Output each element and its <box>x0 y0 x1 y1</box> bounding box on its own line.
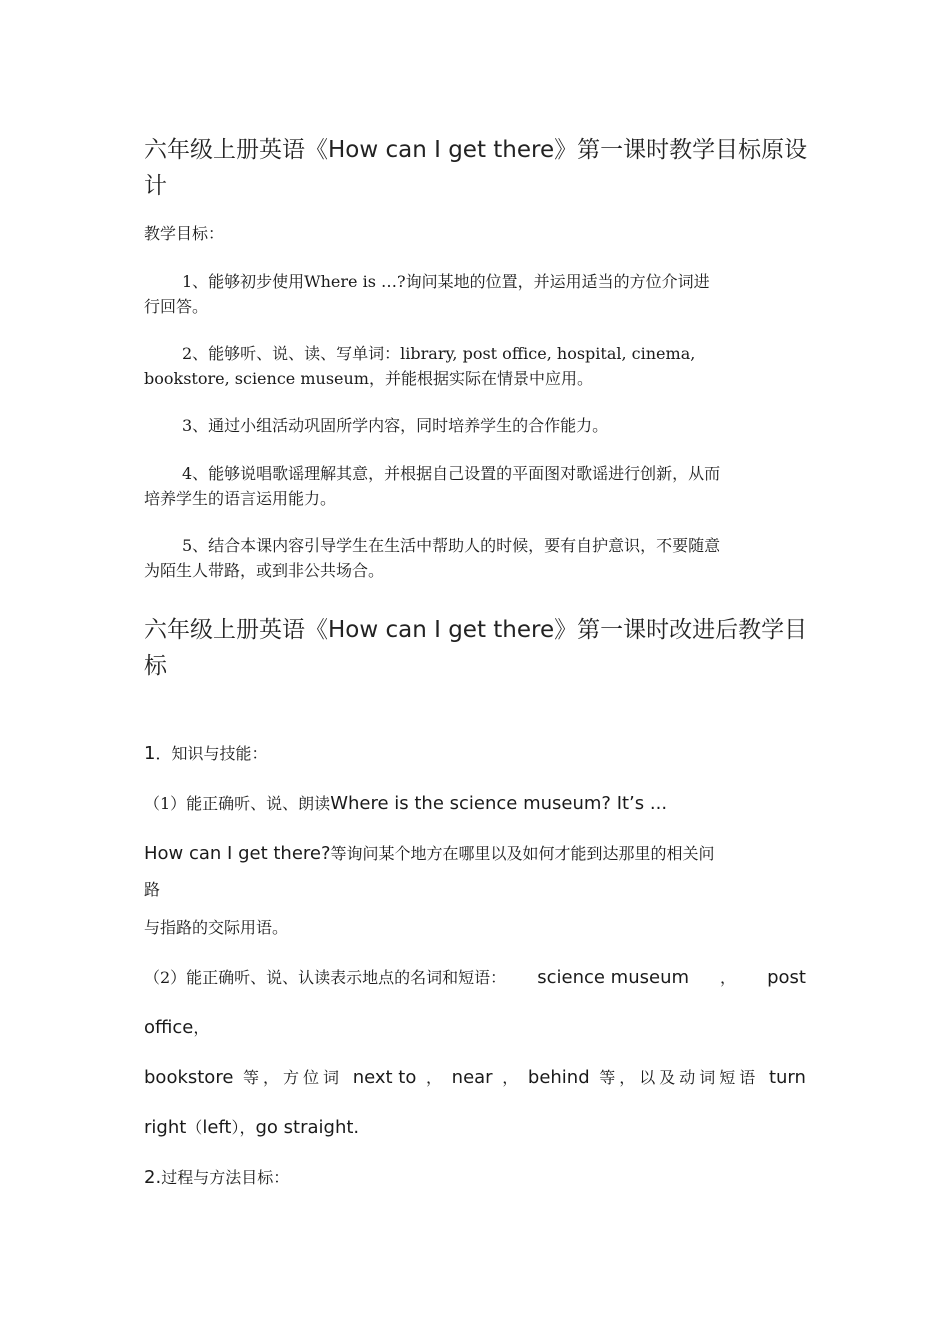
paragraph-4-english-2: post <box>767 967 806 988</box>
paragraph-2-rest: 等询问某个地方在哪里以及如何才能到达那里的相关问 <box>330 844 715 863</box>
objective-1-line2: 行回答。 <box>144 297 209 316</box>
paragraph-7 <box>144 1116 359 1140</box>
section1-label: 教学目标： <box>144 224 225 243</box>
paragraph-5-english: office <box>144 1017 194 1038</box>
objective-3-line1: 3、通过小组活动巩固所学内容，同时培养学生的合作能力。 <box>182 416 609 435</box>
objective-4-line2: 培养学生的语言运用能力。 <box>144 489 337 508</box>
objective-5-line1: 5、结合本课内容引导学生在生活中帮助人的时候，要有自护意识，不要随意 <box>182 536 721 555</box>
paragraph-1-english: Where is the science museum? It’s ... <box>330 793 668 814</box>
paragraph-1-prefix: （1）能正确听、说、朗读 <box>144 794 331 813</box>
part2-heading <box>144 1166 289 1190</box>
paragraph-6-cjk-2: ， <box>426 1068 443 1087</box>
paragraph-6-cjk-1: 等，方位词 <box>243 1068 344 1087</box>
paragraph-7-cjk-2: ）， <box>231 1118 256 1137</box>
part2-title: 过程与方法目标： <box>161 1168 290 1187</box>
objective-2-line1: 2、能够听、说、读、写单词：library, post office, hospital, cinema, <box>182 344 696 363</box>
paragraph-2-wrap-text: 路 <box>144 880 161 899</box>
paragraph-1 <box>144 792 667 816</box>
paragraph-7-word-3: go straight. <box>255 1117 360 1138</box>
paragraph-7-word-2: left <box>202 1117 232 1138</box>
section2-heading-line1: 六年级上册英语《How can I get there》第一课时改进后教学目 <box>144 617 808 643</box>
objective-2-line2: bookstore, science museum，并能根据实际在情景中应用。 <box>144 369 593 388</box>
paragraph-5-punct: ， <box>193 1018 210 1037</box>
paragraph-4 <box>144 966 806 990</box>
paragraph-3 <box>144 916 288 940</box>
section2-heading-line2: 标 <box>144 653 167 679</box>
paragraph-6-word-4: behind <box>527 1067 590 1088</box>
paragraph-4-prefix: （2）能正确听、说、认读表示地点的名词和短语： <box>144 968 507 987</box>
section1-heading-line1: 六年级上册英语《How can I get there》第一课时教学目标原设 <box>144 137 808 163</box>
paragraph-6-cjk-4: 等，以及动词短语 <box>599 1068 760 1087</box>
paragraph-2-english: How can I get there? <box>144 843 331 864</box>
paragraph-6-cjk-3: ， <box>502 1068 519 1087</box>
paragraph-5 <box>144 1016 209 1040</box>
paragraph-6-word-5: turn <box>768 1067 806 1088</box>
paragraph-6-word-1: bookstore <box>144 1067 234 1088</box>
paragraph-7-cjk-1: （ <box>186 1118 203 1137</box>
part1-heading <box>144 742 267 766</box>
objective-4-line1: 4、能够说唱歌谣理解其意，并根据自己设置的平面图对歌谣进行创新，从而 <box>182 464 721 483</box>
paragraph-6 <box>144 1066 806 1090</box>
paragraph-2 <box>144 842 715 866</box>
objective-5-line2: 为陌生人带路，或到非公共场合。 <box>144 561 385 580</box>
part1-number: 1 <box>144 743 156 764</box>
paragraph-3-text: 与指路的交际用语。 <box>144 918 289 937</box>
part1-title: ．知识与技能： <box>155 744 268 763</box>
paragraph-6-word-2: next to <box>352 1067 417 1088</box>
part2-number: 2. <box>144 1167 162 1188</box>
objective-1-line1: 1、能够初步使用Where is …?询问某地的位置，并运用适当的方位介词进 <box>182 272 710 291</box>
section1-heading-line2: 计 <box>144 173 167 199</box>
paragraph-2-wrap <box>144 878 160 902</box>
paragraph-4-english-1: science museum <box>537 967 690 988</box>
paragraph-7-word-1: right <box>144 1117 187 1138</box>
paragraph-4-separator: ， <box>720 968 737 987</box>
paragraph-6-word-3: near <box>451 1067 493 1088</box>
